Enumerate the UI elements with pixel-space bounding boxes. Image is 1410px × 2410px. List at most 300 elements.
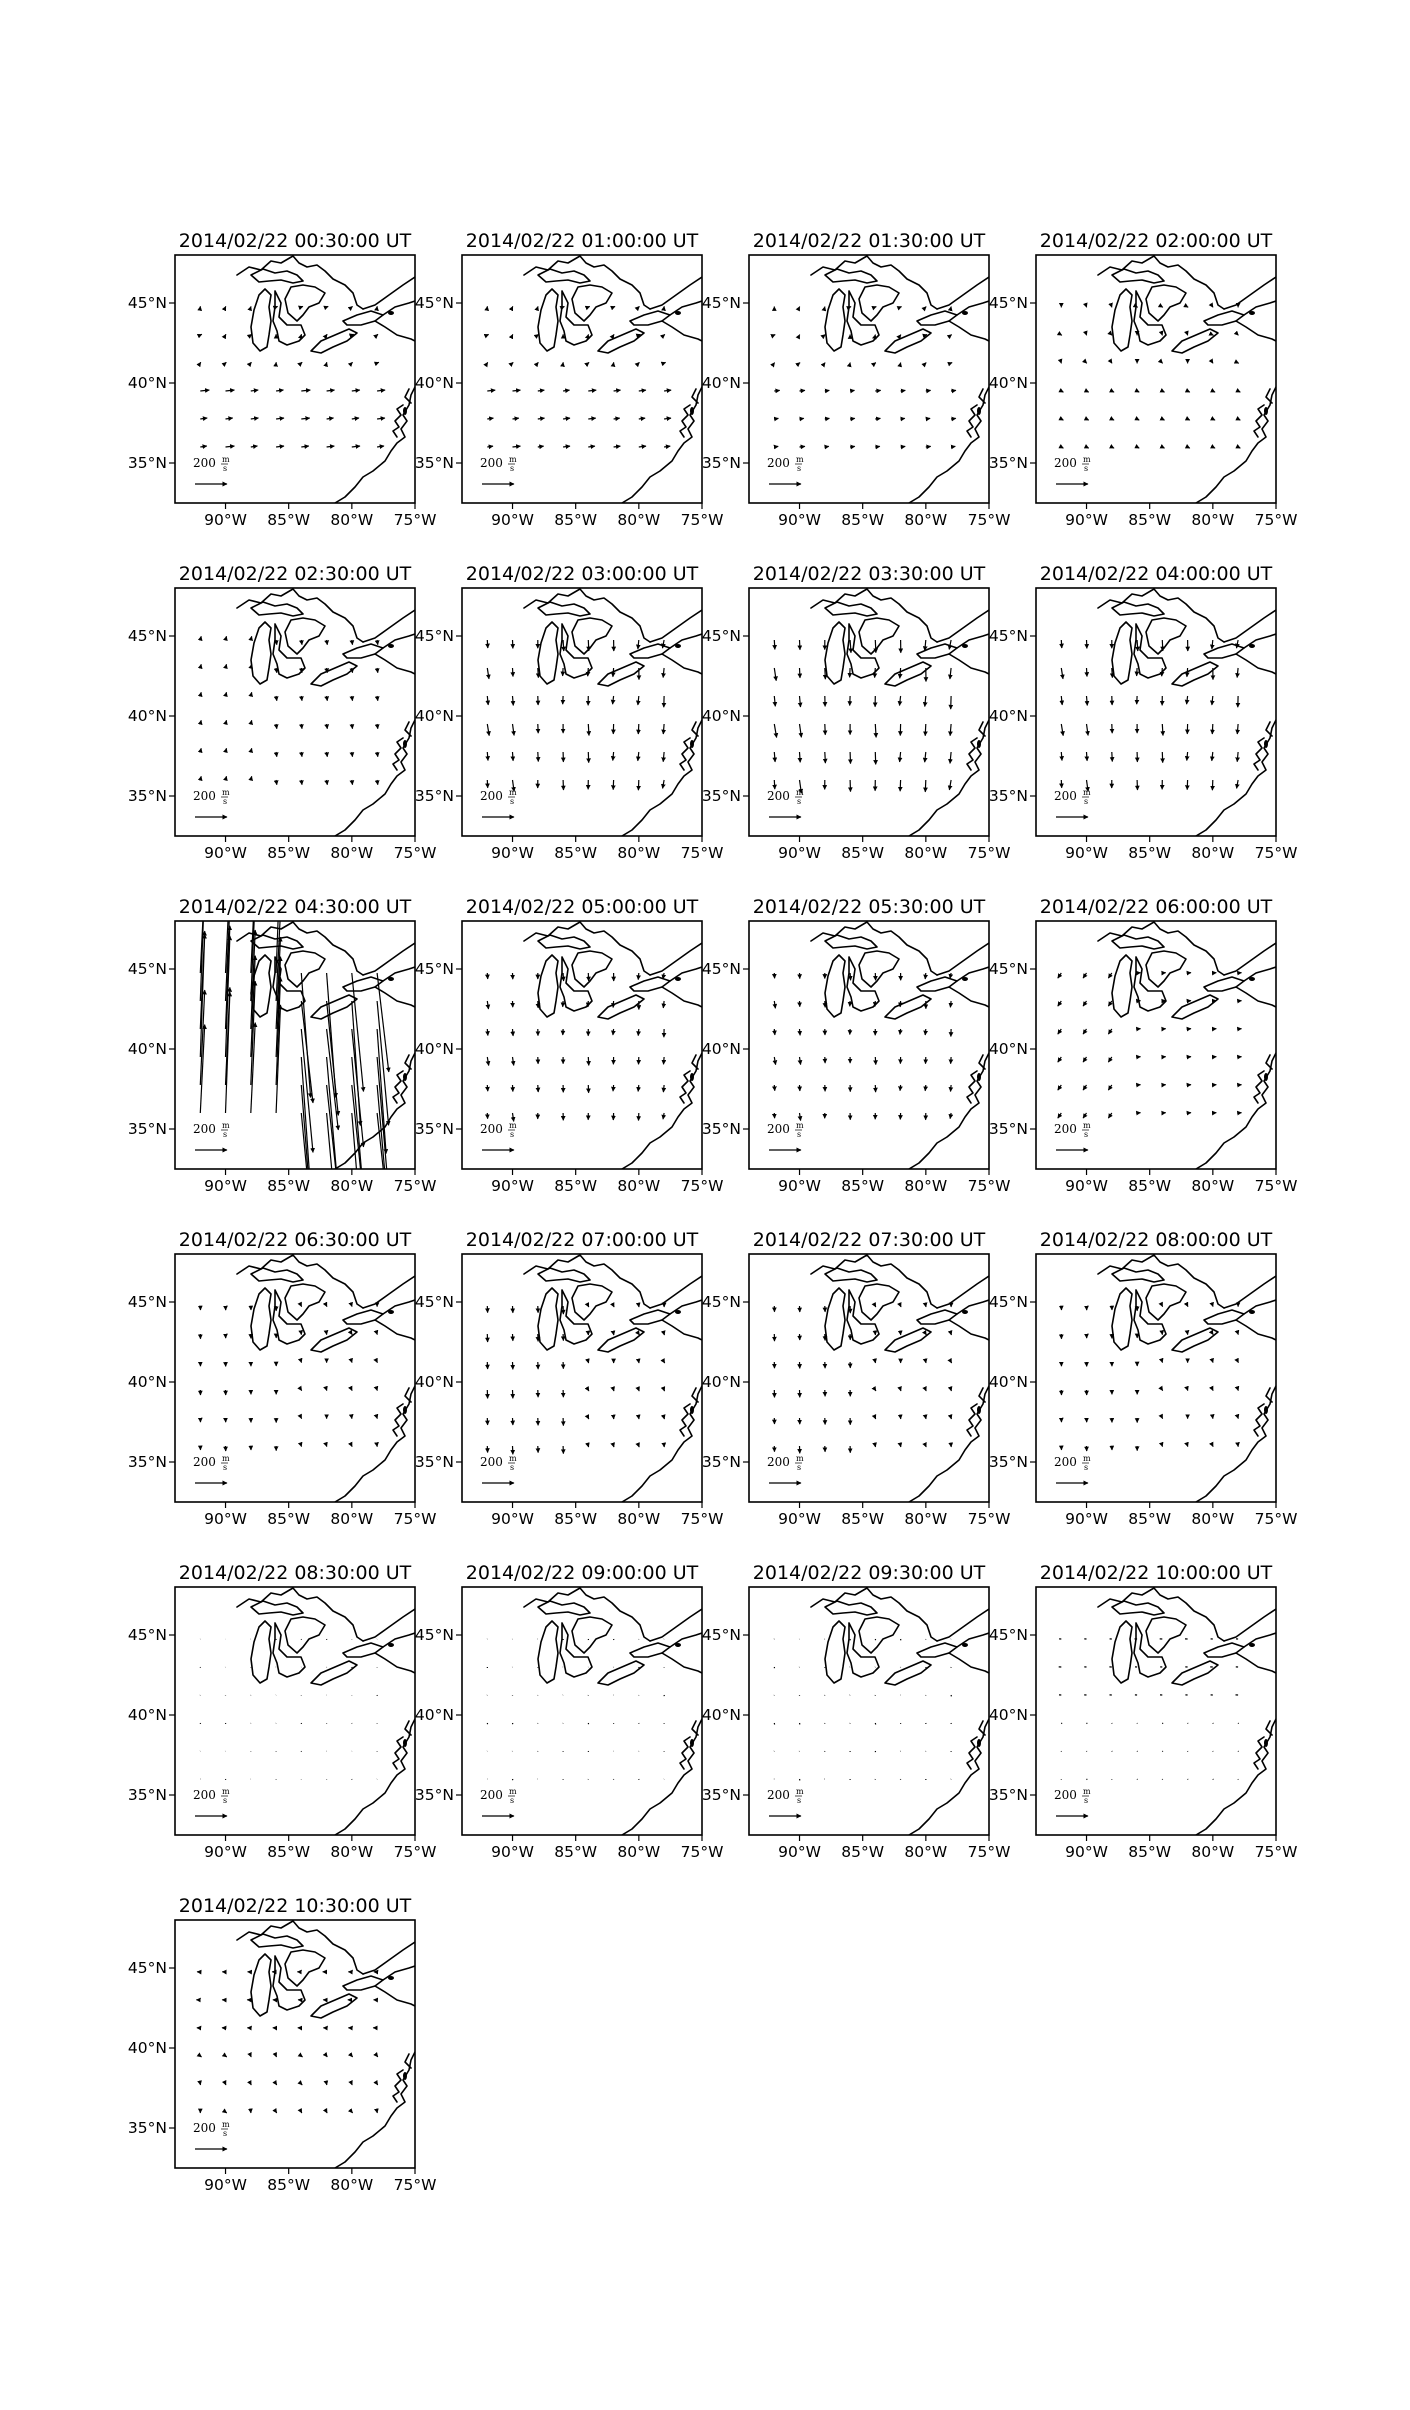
x-tick-label: 80°W [1191,1510,1235,1528]
wind-vector [377,2056,378,2057]
x-tick-label: 85°W [841,1843,885,1861]
scale-label: 200 [1054,789,1077,803]
scale-unit-den: s [510,797,515,806]
wind-vector [1108,1001,1111,1006]
coastline [524,922,702,1169]
map-panel [702,230,1010,529]
y-tick-label: 35°N [127,1453,167,1471]
wind-vector [513,418,519,419]
wind-vector [614,1306,615,1307]
y-tick-label: 35°N [701,1453,741,1471]
y-tick-label: 45°N [701,960,741,978]
wind-vector [825,390,830,391]
x-tick-label: 85°W [267,2176,311,2194]
x-tick-label: 80°W [904,1177,948,1195]
wind-vector [950,1001,951,1007]
wind-vector [200,720,201,724]
scale-key [1054,455,1091,484]
wind-vector [1083,1113,1086,1118]
wind-vector [301,418,309,419]
y-tick-label: 40°N [127,1040,167,1058]
scale-key [1054,1454,1091,1483]
wind-vector [226,692,227,696]
wind-vector [850,446,855,447]
wind-vector [1237,640,1239,648]
x-tick-label: 85°W [554,511,598,529]
map-panel [128,856,436,1238]
scale-unit-num: m [509,788,517,797]
wind-vector [226,664,227,668]
wind-vector [251,2084,252,2085]
y-tick-label: 45°N [414,627,454,645]
wind-vector [664,418,671,419]
wind-vector [377,446,384,447]
wind-vector [377,696,378,701]
panel-title: 2014/02/22 03:00:00 UT [465,563,699,585]
wind-vector [800,418,804,419]
y-tick-label: 45°N [414,1626,454,1644]
wind-vector [850,668,851,677]
wind-vector [950,724,951,736]
y-tick-label: 45°N [701,294,741,312]
x-tick-label: 80°W [617,844,661,862]
x-tick-label: 90°W [204,2176,247,2194]
wind-vector [900,1029,901,1034]
wind-vector [487,1001,488,1009]
y-tick-label: 45°N [701,1626,741,1644]
scale-unit-num: m [796,1454,804,1463]
x-tick-label: 80°W [904,1510,948,1528]
scale-unit-num: m [1083,788,1091,797]
x-tick-label: 80°W [330,1843,374,1861]
y-tick-label: 45°N [414,960,454,978]
wind-vector [925,640,926,651]
wind-vector [825,418,830,419]
x-tick-label: 75°W [967,1510,1011,1528]
x-tick-label: 80°W [1191,511,1235,529]
scale-key [1054,788,1091,817]
y-tick-label: 45°N [414,294,454,312]
x-tick-label: 75°W [1254,511,1298,529]
panel-title: 2014/02/22 07:00:00 UT [465,1229,699,1251]
y-tick-label: 40°N [414,374,454,392]
wind-vector [251,390,258,391]
scale-unit-num: m [509,1787,517,1796]
wind-vector [1058,1057,1062,1062]
wind-vector [901,418,905,419]
wind-vector [251,418,259,419]
y-tick-label: 40°N [701,374,741,392]
x-tick-label: 90°W [1065,1843,1108,1861]
wind-vector [875,418,880,419]
wind-vector [251,362,252,363]
panel-title: 2014/02/22 10:00:00 UT [1039,1562,1273,1584]
wind-vector [1061,752,1062,761]
wind-vector [200,446,207,447]
y-tick-label: 40°N [988,707,1028,725]
wind-vector [875,390,880,391]
wind-vector [639,418,645,419]
wind-vector [800,1057,801,1065]
wind-vector [1058,973,1062,978]
wind-vector [588,390,596,391]
y-tick-label: 35°N [127,1120,167,1138]
wind-vector [377,390,385,391]
x-tick-label: 80°W [1191,844,1235,862]
wind-vector [1087,668,1088,677]
scale-unit-num: m [222,1121,230,1130]
wind-vector [774,640,775,649]
vector-field [1061,1306,1238,1451]
wind-vector [487,640,488,648]
wind-vector [1108,1085,1111,1090]
wind-vector [925,780,926,792]
wind-vector [1162,1751,1163,1752]
panel-title: 2014/02/22 08:00:00 UT [1039,1229,1273,1251]
wind-vector [1058,1113,1062,1118]
wind-vector [638,752,639,761]
x-tick-label: 90°W [778,1177,821,1195]
x-tick-label: 80°W [1191,1177,1235,1195]
panel-title: 2014/02/22 02:30:00 UT [178,563,412,585]
wind-vector [377,640,378,645]
wind-vector [251,446,258,447]
coastline [237,1921,415,2168]
wind-vector [1237,752,1238,762]
wind-vector [900,1001,901,1007]
wind-vector [951,390,956,391]
scale-unit-num: m [509,1454,517,1463]
wind-vector [377,780,378,785]
x-tick-label: 75°W [1254,844,1298,862]
scale-unit-den: s [1084,464,1089,473]
wind-vector [664,362,666,363]
x-tick-label: 90°W [204,511,247,529]
y-tick-label: 40°N [988,1706,1028,1724]
wind-vector [538,334,539,335]
scale-unit-den: s [797,1463,802,1472]
y-tick-label: 40°N [988,374,1028,392]
x-tick-label: 90°W [491,1843,534,1861]
x-tick-label: 75°W [393,1177,437,1195]
wind-vector [1087,419,1089,420]
wind-vector [1187,696,1188,704]
wind-vector [774,1057,775,1065]
wind-vector [513,362,514,363]
y-tick-label: 40°N [701,1373,741,1391]
x-tick-label: 75°W [680,511,724,529]
y-tick-label: 35°N [414,454,454,472]
y-tick-label: 40°N [127,2039,167,2057]
x-tick-label: 90°W [1065,1177,1108,1195]
coastline [811,1255,989,1502]
x-tick-label: 90°W [204,1510,247,1528]
wind-vector [925,1029,926,1035]
wind-vector [1061,1723,1062,1724]
wind-vector [1087,447,1089,448]
scale-key [767,455,804,484]
scale-label: 200 [1054,1122,1077,1136]
wind-vector [875,668,876,678]
wind-vector [487,696,488,705]
x-tick-label: 75°W [393,1510,437,1528]
wind-vector [1213,391,1215,392]
wind-vector [663,724,664,734]
wind-vector [1162,640,1163,651]
wind-vector [1238,447,1240,448]
wind-vector [663,640,665,648]
wind-vector [226,390,235,391]
wind-vector [639,334,641,335]
x-tick-label: 90°W [1065,511,1108,529]
wind-vector [538,418,545,419]
wind-vector [1162,391,1164,392]
y-tick-label: 45°N [988,1626,1028,1644]
y-tick-label: 45°N [127,294,167,312]
wind-vector [327,668,328,673]
y-tick-label: 35°N [701,787,741,805]
x-tick-label: 90°W [778,1843,821,1861]
wind-vector [925,696,926,707]
wind-vector [925,724,926,736]
wind-vector [538,668,539,678]
wind-vector [513,1057,514,1065]
scale-label: 200 [480,1122,503,1136]
scale-unit-num: m [1083,1454,1091,1463]
wind-vector [327,2056,328,2057]
y-tick-label: 35°N [988,1453,1028,1471]
vector-field [1061,307,1240,448]
vector-field [196,1972,377,2113]
wind-vector [352,334,354,335]
scale-key [193,2120,230,2149]
scale-unit-den: s [510,464,515,473]
x-tick-label: 85°W [554,844,598,862]
x-tick-label: 80°W [904,844,948,862]
wind-vector [487,724,489,736]
wind-vector [638,696,639,705]
y-tick-label: 35°N [414,1120,454,1138]
panel-title: 2014/02/22 09:00:00 UT [465,1562,699,1584]
scale-key [480,455,517,484]
wind-vector [663,1113,664,1119]
wind-vector [301,696,302,701]
wind-vector [1237,668,1238,678]
wind-vector [613,668,614,677]
scale-key [480,788,517,817]
coastline [237,1255,415,1502]
scale-unit-den: s [510,1130,515,1139]
map-panel [415,1562,723,1861]
wind-vector [327,724,328,729]
y-tick-label: 40°N [414,707,454,725]
wind-vector [850,973,851,980]
scale-unit-den: s [223,1796,228,1805]
coastline [524,256,702,503]
wind-vector [875,1306,876,1307]
x-tick-label: 80°W [1191,1843,1235,1861]
y-tick-label: 45°N [988,960,1028,978]
scale-unit-den: s [223,797,228,806]
wind-vector [900,752,901,762]
wind-vector [950,752,951,763]
wind-vector [327,2112,328,2113]
y-tick-label: 40°N [701,1706,741,1724]
y-tick-label: 40°N [127,1373,167,1391]
scale-label: 200 [193,1122,216,1136]
x-tick-label: 80°W [330,1177,374,1195]
x-tick-label: 80°W [617,511,661,529]
vector-field [1058,973,1242,1118]
scale-key [1054,1787,1091,1816]
coastline [524,1255,702,1502]
wind-vector [588,306,589,307]
wind-vector [200,664,201,668]
wind-vector [301,2056,302,2057]
wind-vector [1188,419,1190,420]
wind-vector [563,640,564,651]
wind-vector [1083,973,1086,978]
x-tick-label: 75°W [967,511,1011,529]
wind-vector [825,446,829,447]
wind-vector [327,446,335,447]
wind-vector [226,418,233,419]
x-tick-label: 85°W [554,1843,598,1861]
wind-vector [663,780,665,788]
wind-vector [588,418,595,419]
wind-vector [1187,668,1188,677]
scale-key [767,1454,804,1483]
x-tick-label: 85°W [554,1510,598,1528]
wind-vector [327,390,335,391]
x-tick-label: 80°W [617,1177,661,1195]
x-tick-label: 90°W [491,511,534,529]
wind-vector [301,780,302,785]
scale-unit-num: m [222,455,230,464]
scale-unit-num: m [1083,455,1091,464]
wind-vector [563,668,564,676]
wind-vector [513,390,521,391]
wind-vector [301,752,302,757]
map-panel [989,230,1297,529]
wind-vector [800,668,801,678]
wind-vector [901,390,906,391]
scale-unit-den: s [1084,1130,1089,1139]
wind-vector [352,696,353,701]
x-tick-label: 80°W [617,1510,661,1528]
scale-label: 200 [767,1455,790,1469]
wind-vector [487,752,488,761]
wind-vector [377,334,378,335]
wind-vector [925,973,926,979]
y-tick-label: 40°N [127,707,167,725]
wind-vector [925,1085,926,1091]
scale-label: 200 [1054,1788,1077,1802]
y-tick-label: 45°N [127,1293,167,1311]
scale-unit-den: s [797,464,802,473]
coastline [237,589,415,836]
wind-vector [1087,1723,1088,1724]
scale-unit-num: m [222,1454,230,1463]
scale-label: 200 [193,2121,216,2135]
wind-vector [926,446,931,447]
wind-vector [563,418,570,419]
wind-vector [774,696,775,706]
wind-vector [800,696,801,707]
wind-vector [1083,1001,1086,1006]
x-tick-label: 85°W [267,1843,311,1861]
wind-vector [1188,447,1190,448]
map-panel [702,896,1010,1195]
scale-unit-den: s [1084,1463,1089,1472]
coastline [237,922,415,1169]
wind-vector [951,446,955,447]
wind-vector [614,418,620,419]
vector-field [487,306,671,447]
map-panel [702,1562,1010,1861]
x-tick-label: 90°W [1065,1510,1108,1528]
x-tick-label: 90°W [204,844,247,862]
wind-vector [774,390,779,391]
x-tick-label: 80°W [330,2176,374,2194]
x-tick-label: 90°W [1065,844,1108,862]
wind-vector [1112,752,1113,762]
wind-vector [200,748,201,752]
y-tick-label: 45°N [701,1293,741,1311]
wind-vector [327,334,328,335]
wind-vector [276,2112,277,2113]
coastline [1098,1588,1276,1835]
wind-vector [377,724,378,729]
map-panel [128,1895,436,2194]
wind-vector [926,390,931,391]
wind-vector [251,748,252,752]
wind-vector [638,724,639,734]
wind-vector [513,752,514,761]
x-tick-label: 90°W [778,1510,821,1528]
wind-vector [301,362,302,363]
wind-vector [487,334,488,335]
coastline [811,589,989,836]
x-tick-label: 75°W [680,844,724,862]
wind-vector [513,446,521,447]
scale-unit-den: s [223,1463,228,1472]
wind-vector [663,973,664,979]
wind-vector [352,390,360,391]
x-tick-label: 75°W [1254,1843,1298,1861]
panel-title: 2014/02/22 10:30:00 UT [178,1895,412,1917]
y-tick-label: 35°N [127,787,167,805]
scale-key [1054,1121,1091,1150]
wind-vector [301,306,303,307]
y-tick-label: 35°N [988,1120,1028,1138]
wind-vector [1162,419,1164,420]
wind-vector [1237,780,1239,788]
wind-vector [800,752,801,762]
x-tick-label: 75°W [393,1843,437,1861]
scale-unit-den: s [510,1463,515,1472]
scale-unit-den: s [1084,797,1089,806]
wind-vector [276,724,277,729]
panel-title: 2014/02/22 06:30:00 UT [178,1229,412,1251]
wind-vector [200,334,202,335]
wind-vector [1162,447,1164,448]
wind-vector [1058,1029,1062,1034]
wind-vector [1083,1057,1086,1062]
wind-vector [1137,640,1138,651]
wind-vector [613,696,614,704]
wind-vector [1137,419,1139,420]
